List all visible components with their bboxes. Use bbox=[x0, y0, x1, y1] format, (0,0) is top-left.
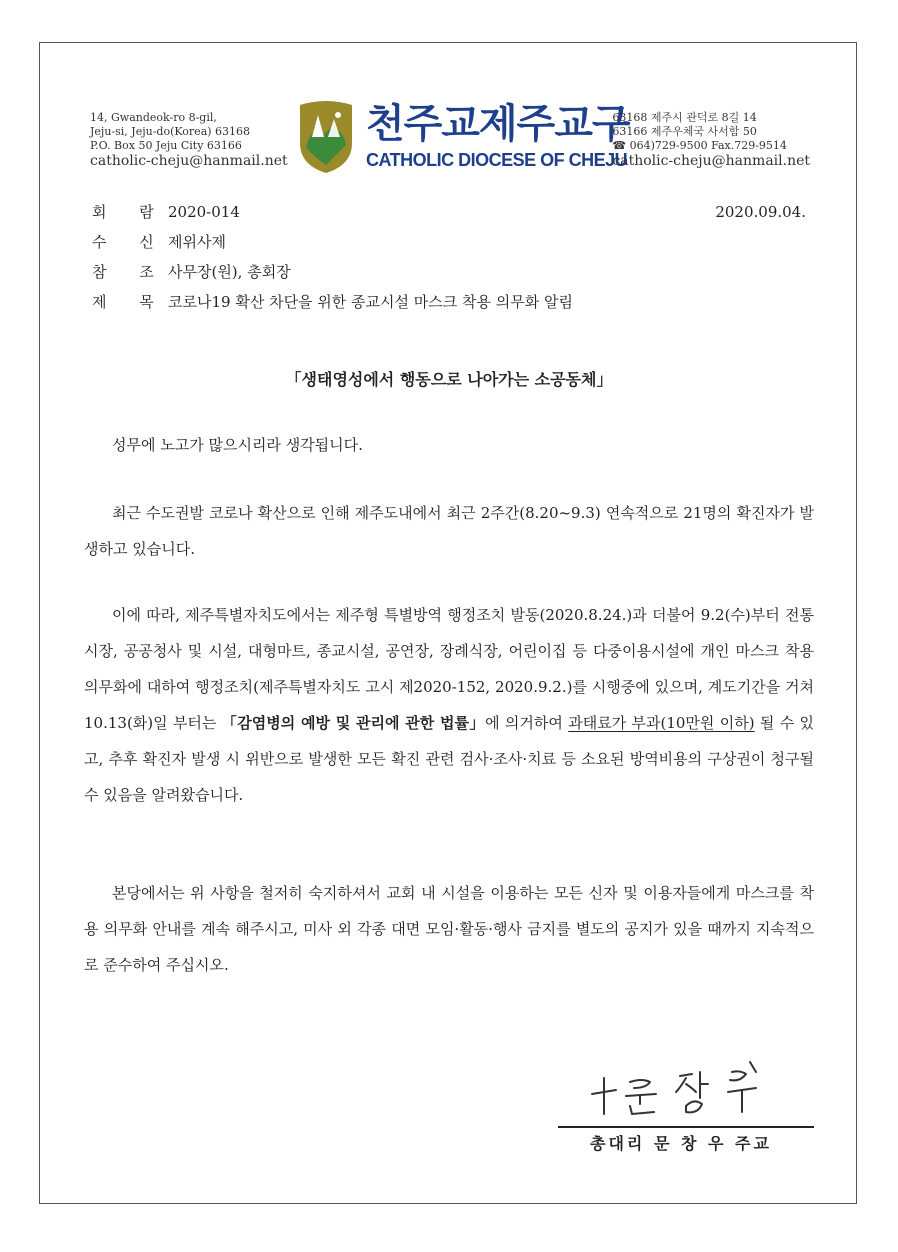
reference-value: 사무장(원), 총회장 bbox=[168, 263, 291, 281]
law-title: 「감염병의 예방 및 관리에 관한 법률」 bbox=[221, 714, 486, 732]
signatory-name: 총대리 문 창 우 주교 bbox=[590, 1134, 772, 1153]
logo-korean-text: 천주교제주교구 bbox=[366, 101, 630, 147]
phone-fax-line: ☎ 064)729-9500 Fax.729-9514 bbox=[612, 139, 787, 152]
paragraph-request: 본당에서는 위 사항을 철저히 숙지하셔서 교회 내 시설을 이용하는 모든 신자 및 이용자들에게 마스크를 착용 의무화 안내를 계속 해주시고, 미사 외 각종 대면 모임·활동·행사 금지를 별도의 공지가 있을 때까지 지속적으로 준수하여 주십시오. bbox=[84, 884, 814, 974]
subject-value: 코로나19 확산 차단을 위한 종교시설 마스크 착용 의무화 알림 bbox=[168, 293, 573, 311]
diocese-logo bbox=[294, 101, 630, 177]
address-line: 14, Gwandeok-ro 8-gil, bbox=[90, 111, 217, 124]
reference-row bbox=[92, 262, 291, 282]
handwritten-signature bbox=[590, 1058, 780, 1120]
fine-notice: 과태료가 부과(10만원 이하) bbox=[568, 714, 755, 732]
regulation-text: 될 수 있고, 추후 확진자 발생 시 위반으로 발생한 모든 확진 관련 검사·조사·치료 등 소요된 방역비용의 구상권이 청구될 수 있음을 알려왔습니다. bbox=[84, 714, 814, 804]
circular-number: 2020-014 bbox=[168, 203, 240, 221]
regulation-text: 이에 따라, 제주특별자치도에서는 제주형 특별방역 행정조치 발동(2020.8.24.)과 더불어 9.2(수)부터 전통시장, 공공청사 및 시설, 대형마트, 종교시설, 공연장, 장례식장, 어린이집 등 다중이용시설에 개인 마스크 착용 의무화에 대하여 행정조치(제주특별자치도 고시 제2020-152, 2020.9.2.)를 시행중에 있으며, 계도기간을 거쳐 10.13(화)일 부터는 bbox=[84, 606, 814, 732]
reference-label: 참 조 bbox=[92, 263, 168, 281]
address-line: 63166 제주우체국 사서함 50 bbox=[612, 125, 757, 138]
regulation-text: 에 의거하여 bbox=[485, 714, 569, 732]
address-line: Jeju-si, Jeju-do(Korea) 63168 bbox=[90, 125, 251, 138]
recipient-value: 제위사제 bbox=[168, 233, 226, 251]
right-email: catholic-cheju@hanmail.net bbox=[612, 153, 810, 169]
address-line: P.O. Box 50 Jeju City 63166 bbox=[90, 139, 242, 152]
letterhead-right-address bbox=[612, 111, 810, 170]
subject-row bbox=[92, 292, 573, 312]
left-email: catholic-cheju@hanmail.net bbox=[90, 153, 288, 169]
circular-row bbox=[92, 202, 240, 222]
address-line: 63168 제주시 관덕로 8길 14 bbox=[612, 111, 757, 124]
diocese-emblem-icon bbox=[294, 101, 358, 175]
paragraph-greeting: 성무에 노고가 많으시리라 생각됩니다. bbox=[112, 436, 363, 454]
circular-label: 회 람 bbox=[92, 203, 168, 221]
letterhead-left-address bbox=[90, 111, 288, 170]
paragraph-regulation bbox=[84, 597, 814, 813]
subject-label: 제 목 bbox=[92, 293, 168, 311]
paragraph-situation: 최근 수도권발 코로나 확산으로 인해 제주도내에서 최근 2주간(8.20~9.3) 연속적으로 21명의 확진자가 발생하고 있습니다. bbox=[84, 504, 814, 558]
logo-english-text: CATHOLIC DIOCESE OF CHEJU bbox=[366, 150, 628, 170]
signature-divider bbox=[558, 1126, 814, 1128]
recipient-row bbox=[92, 232, 226, 252]
recipient-label: 수 신 bbox=[92, 233, 168, 251]
document-date: 2020.09.04. bbox=[715, 203, 806, 221]
slogan-title: 「생태영성에서 행동으로 나아가는 소공동체」 bbox=[285, 370, 613, 389]
